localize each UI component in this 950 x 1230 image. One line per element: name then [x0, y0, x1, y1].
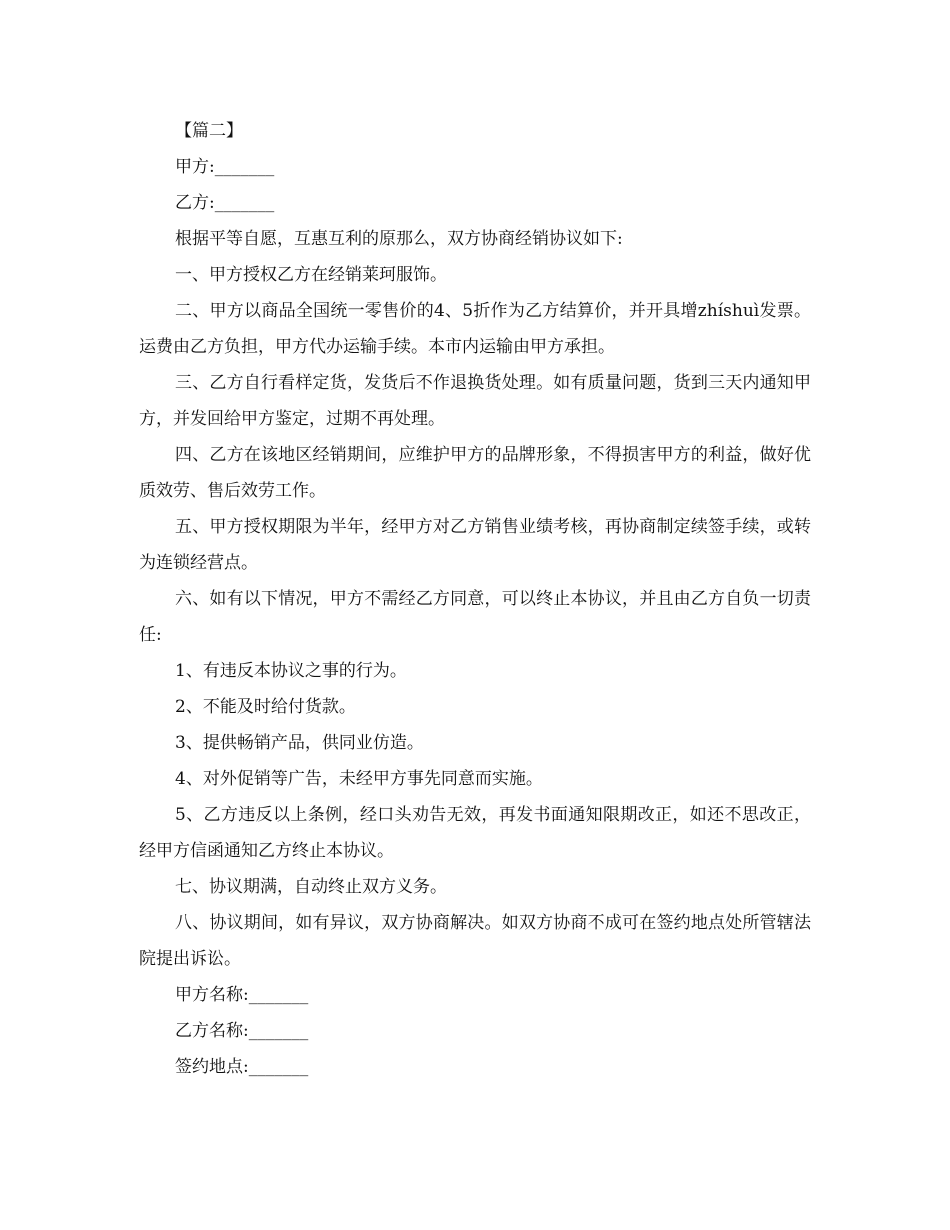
sub-clause-1: 1、有违反本协议之事的行为。 — [175, 661, 407, 681]
document-body — [139, 113, 811, 1085]
clause-1: 一、甲方授权乙方在经销莱珂服饰。 — [175, 265, 447, 285]
signing-location-field: 签约地点:_______ — [175, 1057, 309, 1077]
section-heading: 【篇二】 — [175, 121, 243, 141]
sub-clause-2: 2、不能及时给付货款。 — [175, 697, 356, 717]
clause-6: 六、如有以下情况，甲方不需经乙方同意，可以终止本协议，并且由乙方自负一切责任: — [139, 589, 811, 645]
party-b-field: 乙方:_______ — [175, 193, 275, 213]
sub-clause-3: 3、提供畅销产品，供同业仿造。 — [175, 733, 424, 753]
clause-5: 五、甲方授权期限为半年，经甲方对乙方销售业绩考核，再协商制定续签手续，或转为连锁经营点。 — [139, 517, 811, 573]
clause-2: 二、甲方以商品全国统一零售价的4、5折作为乙方结算价，并开具增zhíshuì发票。运费由乙方负担，甲方代办运输手续。本市内运输由甲方承担。 — [139, 301, 811, 357]
sub-clause-5: 5、乙方违反以上条例，经口头劝告无效，再发书面通知限期改正，如还不思改正，经甲方信函通知乙方终止本协议。 — [139, 805, 811, 861]
clause-8: 八、协议期间，如有异议，双方协商解决。如双方协商不成可在签约地点处所管辖法院提出诉讼。 — [139, 913, 811, 969]
party-a-field: 甲方:_______ — [175, 157, 275, 177]
party-a-name-field: 甲方名称:_______ — [175, 985, 309, 1005]
party-b-name-field: 乙方名称:_______ — [175, 1021, 309, 1041]
agreement-intro: 根据平等自愿，互惠互利的原那么，双方协商经销协议如下: — [175, 229, 623, 249]
clause-7: 七、协议期满，自动终止双方义务。 — [175, 877, 447, 897]
clause-4: 四、乙方在该地区经销期间，应维护甲方的品牌形象，不得损害甲方的利益，做好优质效劳、售后效劳工作。 — [139, 445, 811, 501]
clause-3: 三、乙方自行看样定货，发货后不作退换货处理。如有质量问题，货到三天内通知甲方，并发回给甲方鉴定，过期不再处理。 — [139, 373, 811, 429]
sub-clause-4: 4、对外促销等广告，未经甲方事先同意而实施。 — [175, 769, 543, 789]
